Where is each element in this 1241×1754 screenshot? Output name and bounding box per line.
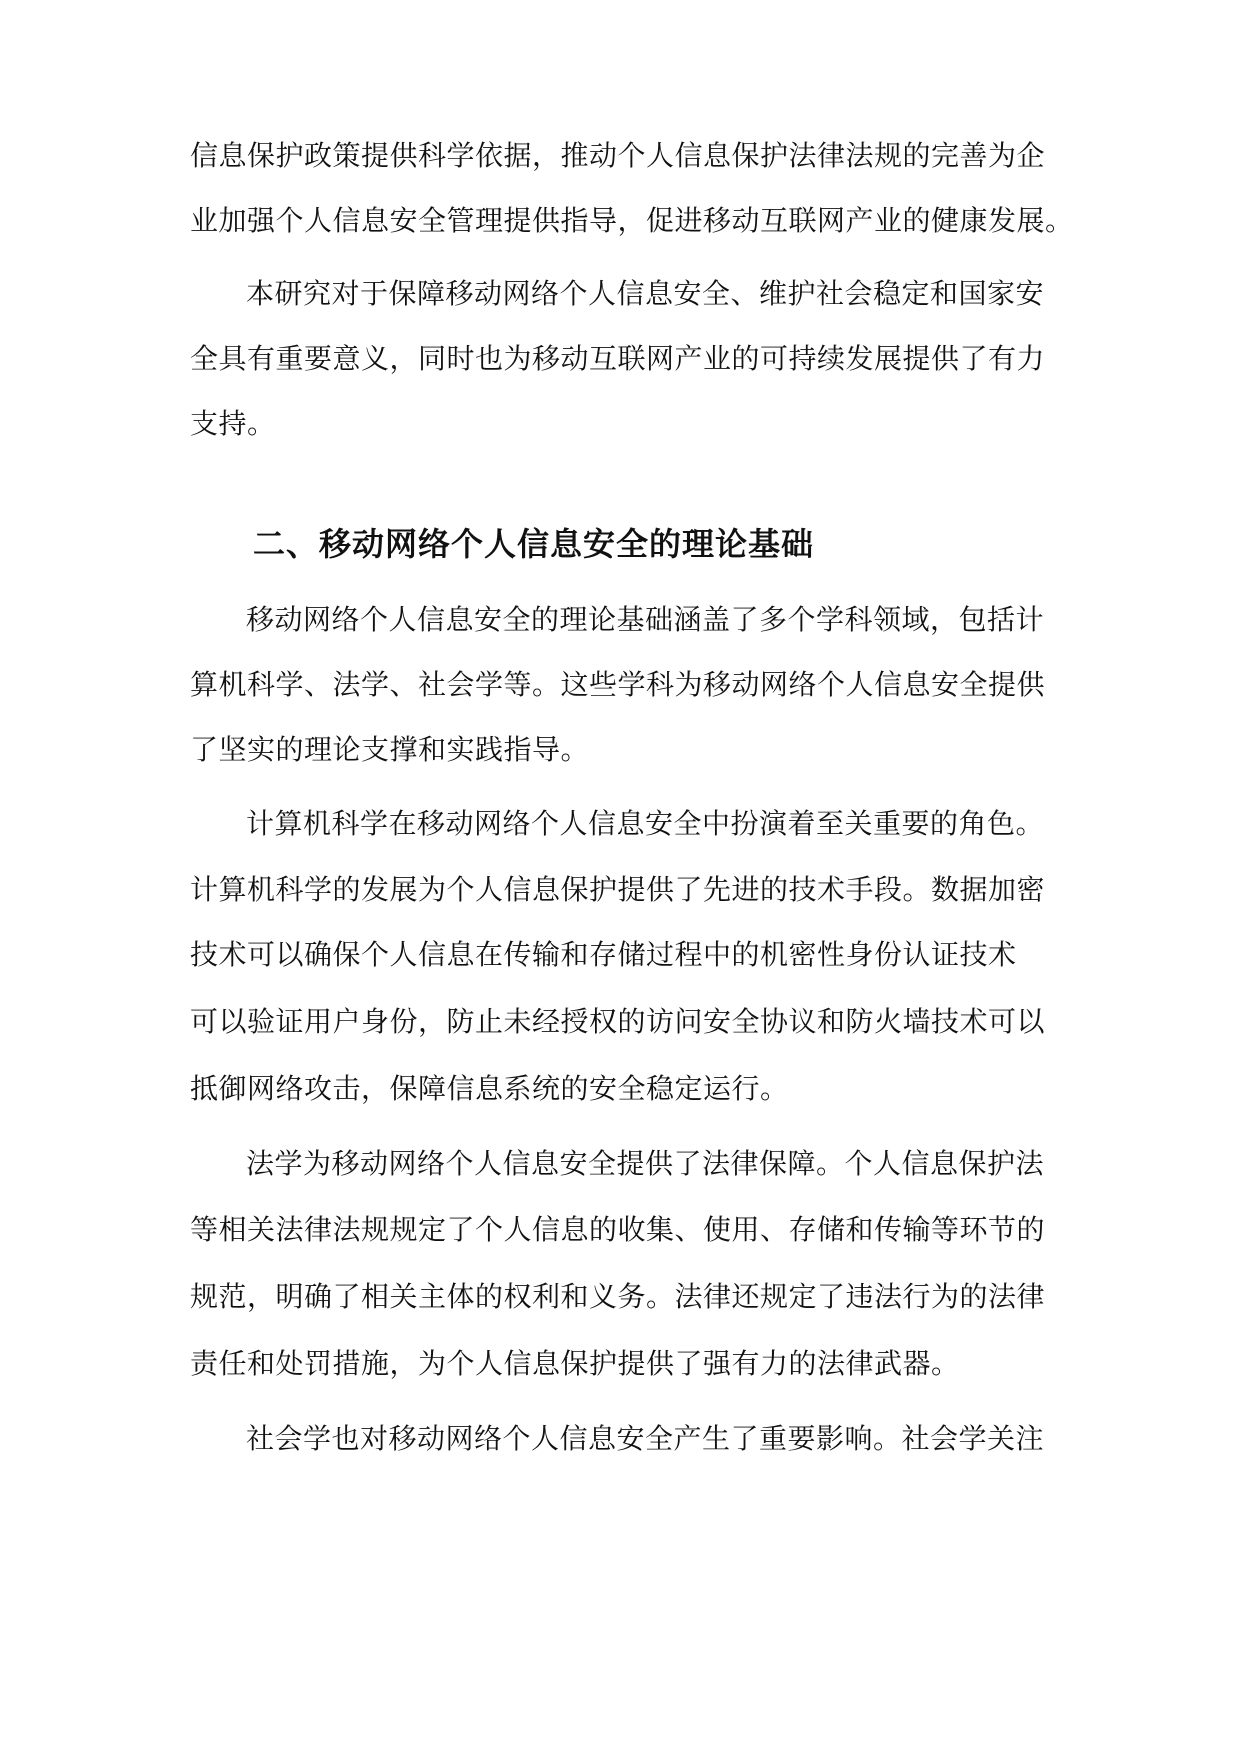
paragraph-line: 计算机科学在移动网络个人信息安全中扮演着至关重要的角色。	[246, 807, 1045, 840]
paragraph-line: 法学为移动网络个人信息安全提供了法律保障。个人信息保护法	[246, 1147, 1045, 1180]
paragraph-line: 业加强个人信息安全管理提供指导，促进移动互联网产业的健康发展。	[190, 204, 1074, 237]
paragraph-line: 本研究对于保障移动网络个人信息安全、维护社会稳定和国家安	[246, 277, 1045, 310]
paragraph-line: 算机科学、法学、社会学等。这些学科为移动网络个人信息安全提供	[190, 668, 1046, 701]
paragraph-line: 移动网络个人信息安全的理论基础涵盖了多个学科领域，包括计	[246, 603, 1045, 636]
paragraph-line: 等相关法律法规规定了个人信息的收集、使用、存储和传输等环节的	[190, 1213, 1046, 1246]
paragraph-line: 可以验证用户身份，防止未经授权的访问安全协议和防火墙技术可以	[190, 1005, 1046, 1038]
paragraph-line: 规范，明确了相关主体的权利和义务。法律还规定了违法行为的法律	[190, 1280, 1046, 1313]
section-heading: 二、移动网络个人信息安全的理论基础	[253, 525, 815, 563]
paragraph-line: 技术可以确保个人信息在传输和存储过程中的机密性身份认证技术	[190, 938, 1017, 971]
paragraph-line: 抵御网络攻击，保障信息系统的安全稳定运行。	[190, 1072, 789, 1105]
paragraph-line: 信息保护政策提供科学依据，推动个人信息保护法律法规的完善为企	[190, 139, 1046, 172]
paragraph-line: 支持。	[190, 407, 276, 440]
paragraph-line: 责任和处罚措施，为个人信息保护提供了强有力的法律武器。	[190, 1347, 960, 1380]
paragraph-line: 了坚实的理论支撑和实践指导。	[190, 733, 590, 766]
paragraph-line: 社会学也对移动网络个人信息安全产生了重要影响。社会学关注	[246, 1422, 1045, 1455]
paragraph-line: 全具有重要意义，同时也为移动互联网产业的可持续发展提供了有力	[190, 342, 1046, 375]
paragraph-line: 计算机科学的发展为个人信息保护提供了先进的技术手段。数据加密	[190, 873, 1046, 906]
